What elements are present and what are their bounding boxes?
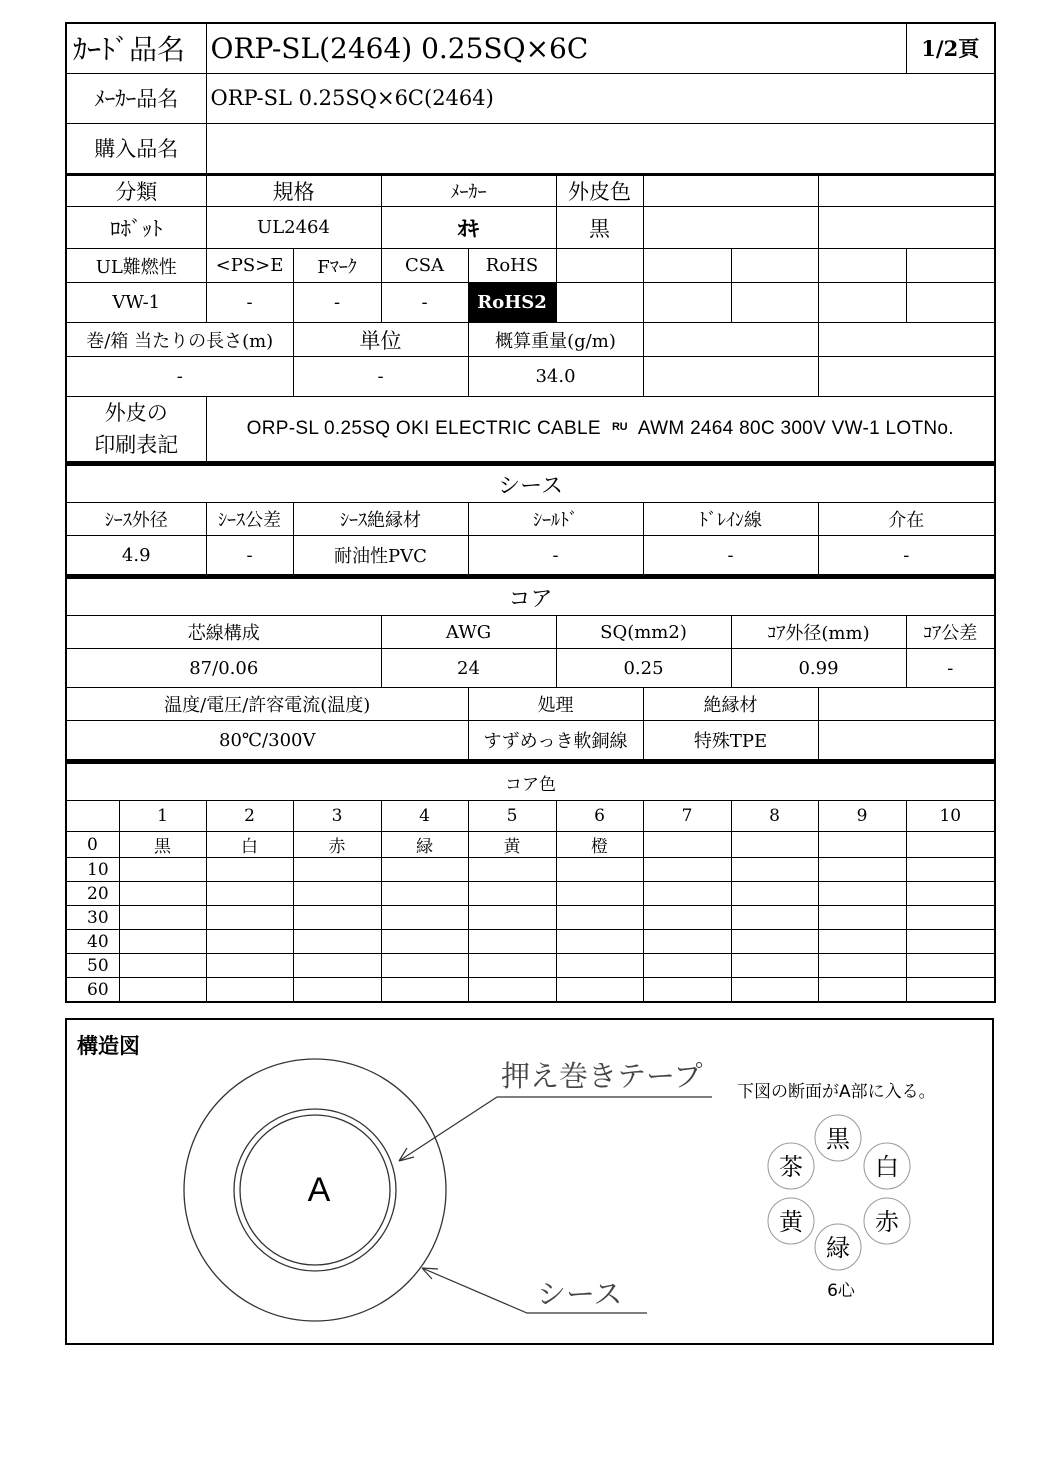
maker-value: ｵｷ: [381, 207, 556, 249]
sheath-insulation-label: ｼｰｽ絶縁材: [293, 503, 468, 536]
flammability-value: VW-1: [66, 283, 206, 323]
color-cell: 緑: [381, 832, 468, 858]
color-cell: [906, 858, 995, 882]
f-mark-value: -: [293, 283, 381, 323]
color-cell: [556, 978, 643, 1003]
page-number: 1/2頁: [906, 23, 995, 73]
cross-section-note: 下図の断面がA部に入る。: [737, 1082, 936, 1102]
empty-cell: [906, 283, 995, 323]
color-cell: [731, 832, 818, 858]
color-column-header: 8: [731, 801, 818, 832]
core-label-black: 黒: [826, 1125, 850, 1153]
core-tolerance-label: ｺｱ公差: [906, 616, 995, 649]
color-cell: 橙: [556, 832, 643, 858]
card-name-value: ORP-SL(2464) 0.25SQ×6C: [206, 23, 906, 73]
color-cell: [556, 858, 643, 882]
color-cell: [293, 930, 381, 954]
color-cell: [731, 906, 818, 930]
color-cell: [381, 858, 468, 882]
drain-wire-label: ﾄﾞﾚｲﾝ線: [643, 503, 818, 536]
color-cell: [206, 978, 293, 1003]
color-cell: [818, 882, 906, 906]
header-table: [65, 22, 996, 174]
color-cell: [818, 858, 906, 882]
color-cell: 白: [206, 832, 293, 858]
color-cell: [818, 906, 906, 930]
core-tolerance-value: -: [906, 649, 995, 688]
color-cell: [206, 906, 293, 930]
color-cell: [119, 858, 206, 882]
empty-cell: [818, 283, 906, 323]
color-cell: [468, 858, 556, 882]
color-cell: [818, 930, 906, 954]
pse-label: <PS>E: [206, 249, 293, 283]
unit-value: -: [293, 357, 468, 397]
color-cell: [119, 978, 206, 1003]
empty-cell: [818, 249, 906, 283]
sheath-tolerance-label: ｼｰｽ公差: [206, 503, 293, 536]
empty-cell: [818, 357, 995, 397]
color-cell: [119, 882, 206, 906]
color-row: [66, 930, 995, 954]
f-mark-label: Fﾏｰｸ: [293, 249, 381, 283]
color-cell: [643, 832, 731, 858]
color-cell: [206, 930, 293, 954]
core-od-value: 0.99: [731, 649, 906, 688]
awg-label: AWG: [381, 616, 556, 649]
color-column-header: 7: [643, 801, 731, 832]
empty-cell: [643, 323, 818, 357]
color-cell: [906, 882, 995, 906]
empty-cell: [818, 721, 995, 761]
color-cell: [381, 954, 468, 978]
color-row-label: 60: [66, 978, 119, 1003]
color-column-header: 10: [906, 801, 995, 832]
color-cell: [906, 978, 995, 1003]
core-color-table: [65, 761, 996, 1003]
marking-text-after: AWM 2464 80C 300V VW-1 LOTNo.: [637, 418, 954, 439]
color-cell: [556, 930, 643, 954]
marking-label: [66, 397, 206, 463]
spec-table: [65, 174, 996, 464]
awg-value: 24: [381, 649, 556, 688]
color-cell: [206, 858, 293, 882]
empty-cell: [643, 283, 731, 323]
standard-label: 規格: [206, 175, 381, 207]
sheath-section-title: シース: [66, 465, 995, 503]
color-cell: [556, 906, 643, 930]
filler-label: 介在: [818, 503, 995, 536]
color-cell: [468, 978, 556, 1003]
core-arrangement: [768, 1115, 910, 1270]
empty-cell: [731, 249, 818, 283]
insulation-label: 絶縁材: [643, 688, 818, 721]
color-cell: [556, 882, 643, 906]
color-cell: [643, 954, 731, 978]
temp-voltage-value: 80℃/300V: [66, 721, 468, 761]
ul-mark-icon: ᴿᵁ: [612, 421, 628, 438]
color-cell: [468, 954, 556, 978]
core-od-label: ｺｱ外径(mm): [731, 616, 906, 649]
purchase-name-value: [206, 123, 995, 173]
empty-cell: [818, 175, 995, 207]
marking-label-line2: 印刷表記: [94, 433, 179, 457]
color-cell: [206, 954, 293, 978]
shield-value: -: [468, 536, 643, 576]
color-cell: [818, 832, 906, 858]
sheath-od-value: 4.9: [66, 536, 206, 576]
shield-label: ｼｰﾙﾄﾞ: [468, 503, 643, 536]
core-label-white: 白: [875, 1153, 899, 1181]
corner-cell: [66, 801, 119, 832]
empty-cell: [556, 283, 643, 323]
color-cell: [643, 930, 731, 954]
maker-name-label: ﾒｰｶｰ品名: [66, 73, 206, 123]
flammability-label: UL難燃性: [66, 249, 206, 283]
color-cell: [731, 930, 818, 954]
drain-wire-value: -: [643, 536, 818, 576]
empty-cell: [643, 207, 818, 249]
empty-cell: [643, 249, 731, 283]
csa-label: CSA: [381, 249, 468, 283]
color-cell: [119, 906, 206, 930]
empty-cell: [818, 688, 995, 721]
standard-value: UL2464: [206, 207, 381, 249]
marking-text: [206, 397, 995, 463]
core-label-red: 赤: [875, 1208, 899, 1236]
color-cell: [731, 954, 818, 978]
core-count: 6心: [827, 1281, 855, 1301]
color-cell: [643, 906, 731, 930]
color-cell: [468, 882, 556, 906]
color-column-header: 1: [119, 801, 206, 832]
color-cell: [468, 906, 556, 930]
color-cell: [818, 954, 906, 978]
rohs-label: RoHS: [468, 249, 556, 283]
marking-label-line1: 外皮の: [104, 401, 168, 425]
core-section-title: コア: [66, 578, 995, 616]
color-cell: 赤: [293, 832, 381, 858]
treatment-label: 処理: [468, 688, 643, 721]
color-row-label: 50: [66, 954, 119, 978]
color-cell: [119, 954, 206, 978]
color-cell: [643, 978, 731, 1003]
sheath-label: シース: [537, 1277, 623, 1311]
approx-weight-value: 34.0: [468, 357, 643, 397]
color-row-label: 20: [66, 882, 119, 906]
color-cell: [293, 978, 381, 1003]
empty-cell: [906, 249, 995, 283]
center-label: A: [307, 1171, 331, 1209]
color-cell: [381, 978, 468, 1003]
color-cell: [119, 930, 206, 954]
color-cell: [731, 882, 818, 906]
empty-cell: [643, 175, 818, 207]
filler-value: -: [818, 536, 995, 576]
color-cell: 黒: [119, 832, 206, 858]
color-column-header: 2: [206, 801, 293, 832]
tape-leader-line: [399, 1097, 712, 1161]
color-cell: [381, 882, 468, 906]
color-cell: [906, 832, 995, 858]
color-cell: 黄: [468, 832, 556, 858]
color-row-label: 40: [66, 930, 119, 954]
sheath-insulation-value: 耐油性PVC: [293, 536, 468, 576]
rohs-value: RoHS2: [468, 283, 556, 323]
color-row: [66, 906, 995, 930]
temp-voltage-label: 温度/電圧/許容電流(温度): [66, 688, 468, 721]
core-label-brown: 茶: [779, 1153, 803, 1181]
color-cell: [381, 906, 468, 930]
structure-diagram: [65, 1018, 994, 1345]
sheath-color-value: 黒: [556, 207, 643, 249]
csa-value: -: [381, 283, 468, 323]
color-cell: [818, 978, 906, 1003]
color-cell: [643, 858, 731, 882]
empty-cell: [818, 207, 995, 249]
color-column-header: 9: [818, 801, 906, 832]
marking-text-before: ORP-SL 0.25SQ OKI ELECTRIC CABLE: [246, 418, 601, 439]
purchase-name-label: 購入品名: [66, 123, 206, 173]
tape-label: 押え巻きテープ: [501, 1059, 703, 1093]
sheath-table: [65, 463, 996, 576]
sq-value: 0.25: [556, 649, 731, 688]
color-row-label: 30: [66, 906, 119, 930]
sheath-color-label: 外皮色: [556, 175, 643, 207]
sheath-tolerance-value: -: [206, 536, 293, 576]
color-cell: [643, 882, 731, 906]
color-cell: [206, 882, 293, 906]
category-label: 分類: [66, 175, 206, 207]
color-cell: [906, 954, 995, 978]
color-column-header: 3: [293, 801, 381, 832]
empty-cell: [818, 323, 995, 357]
color-row-label: 10: [66, 858, 119, 882]
color-column-header: 5: [468, 801, 556, 832]
core-color-section-title: コア色: [66, 763, 995, 801]
sq-label: SQ(mm2): [556, 616, 731, 649]
color-column-header: 4: [381, 801, 468, 832]
maker-name-value: ORP-SL 0.25SQ×6C(2464): [206, 73, 995, 123]
length-per-reel-label: 巻/箱 当たりの長さ(m): [66, 323, 293, 357]
category-value: ﾛﾎﾞｯﾄ: [66, 207, 206, 249]
cable-spec-sheet: [65, 22, 994, 1003]
color-column-header: 6: [556, 801, 643, 832]
core-label-green: 緑: [826, 1234, 850, 1262]
maker-label: ﾒｰｶｰ: [381, 175, 556, 207]
color-cell: [556, 954, 643, 978]
sheath-od-label: ｼｰｽ外径: [66, 503, 206, 536]
color-row: [66, 978, 995, 1003]
core-table: [65, 576, 996, 761]
color-row: [66, 832, 995, 858]
empty-cell: [556, 249, 643, 283]
card-name-label: ｶｰﾄﾞ品名: [66, 23, 206, 73]
approx-weight-label: 概算重量(g/m): [468, 323, 643, 357]
structure-title: 構造図: [77, 1034, 140, 1058]
unit-label: 単位: [293, 323, 468, 357]
conductor-value: 87/0.06: [66, 649, 381, 688]
color-cell: [293, 882, 381, 906]
empty-cell: [643, 357, 818, 397]
color-row: [66, 882, 995, 906]
empty-cell: [731, 283, 818, 323]
color-cell: [381, 930, 468, 954]
color-cell: [731, 858, 818, 882]
color-cell: [731, 978, 818, 1003]
color-row: [66, 858, 995, 882]
color-cell: [293, 954, 381, 978]
treatment-value: すずめっき軟銅線: [468, 721, 643, 761]
conductor-label: 芯線構成: [66, 616, 381, 649]
length-per-reel-value: -: [66, 357, 293, 397]
core-label-yellow: 黄: [779, 1208, 803, 1236]
color-cell: [906, 906, 995, 930]
insulation-value: 特殊TPE: [643, 721, 818, 761]
color-cell: [293, 906, 381, 930]
structure-drawing: [67, 1020, 992, 1343]
color-cell: [293, 858, 381, 882]
color-cell: [468, 930, 556, 954]
pse-value: -: [206, 283, 293, 323]
color-cell: [906, 930, 995, 954]
color-row-label: 0: [66, 832, 119, 858]
color-row: [66, 954, 995, 978]
